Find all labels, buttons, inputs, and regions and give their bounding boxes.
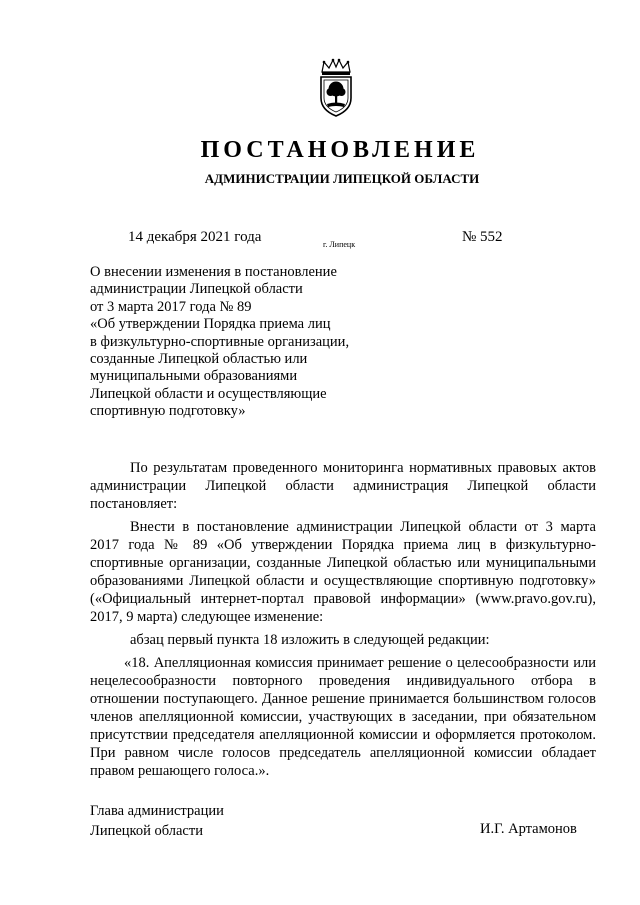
subject-line: муниципальными образованиями bbox=[90, 368, 298, 385]
issuer-name: АДМИНИСТРАЦИИ ЛИПЕЦКОЙ ОБЛАСТИ bbox=[204, 171, 480, 186]
body-paragraph-preamble: По результатам проведенного мониторинга нормативных правовых актов администрации Липецкой области администрация Липецкой области постановляет: bbox=[90, 460, 596, 512]
subject-line: спортивную подготовку» bbox=[90, 403, 246, 420]
document-body bbox=[90, 459, 596, 785]
signatory-position bbox=[90, 801, 224, 841]
signatory-name: И.Г. Артамонов bbox=[480, 821, 577, 837]
subject-line: в физкультурно-спортивные организации, bbox=[90, 333, 350, 350]
body-paragraph-new-wording: «18. Апелляционная комиссия принимает решение о целесообразности или нецелесообразности повторного проведения индивидуального отбора в отношении поступающего. Данное решение принимается большинством голосов членов апелляционной комиссии, участвующих в заседании, при обязательном присутствии председателя апелляционной комиссии и оформляется протоколом. При равном числе голосов председатель апелляционной комиссии обладает правом решающего голоса.». bbox=[90, 655, 596, 779]
body-paragraph-instruction: абзац первый пункта 18 изложить в следующей редакции: bbox=[130, 632, 490, 648]
subject-line: Липецкой области и осуществляющие bbox=[90, 385, 327, 402]
subject-line: от 3 марта 2017 года № 89 bbox=[90, 298, 252, 315]
document-subject bbox=[90, 264, 390, 421]
subject-line: «Об утверждении Порядка приема лиц bbox=[90, 316, 331, 333]
lipetsk-coat-of-arms-icon bbox=[314, 58, 358, 118]
document-city: г. Липецк bbox=[323, 240, 356, 249]
signatory-position-line: Липецкой области bbox=[90, 823, 203, 839]
signatory-position-line: Глава администрации bbox=[90, 803, 224, 819]
subject-line: администрации Липецкой области bbox=[90, 281, 303, 298]
subject-line: созданные Липецкой областью или bbox=[90, 351, 308, 368]
document-number: № 552 bbox=[462, 229, 503, 245]
document-date: 14 декабря 2021 года bbox=[128, 229, 262, 245]
body-paragraph-amendment: Внести в постановление администрации Липецкой области от 3 марта 2017 года № 89 «Об утверждении Порядка приема лиц в физкультурно-спортивные организации, созданные Липецкой областью или муниципальными образованиями Липецкой области и осуществляющие спортивную подготовку» («Официальный интернет-портал правовой информации» (www.pravo.gov.ru), 2017, 9 марта) следующее изменение: bbox=[90, 519, 596, 625]
subject-line: О внесении изменения в постановление bbox=[90, 264, 337, 280]
document-type-title: ПОСТАНОВЛЕНИЕ bbox=[200, 137, 480, 163]
